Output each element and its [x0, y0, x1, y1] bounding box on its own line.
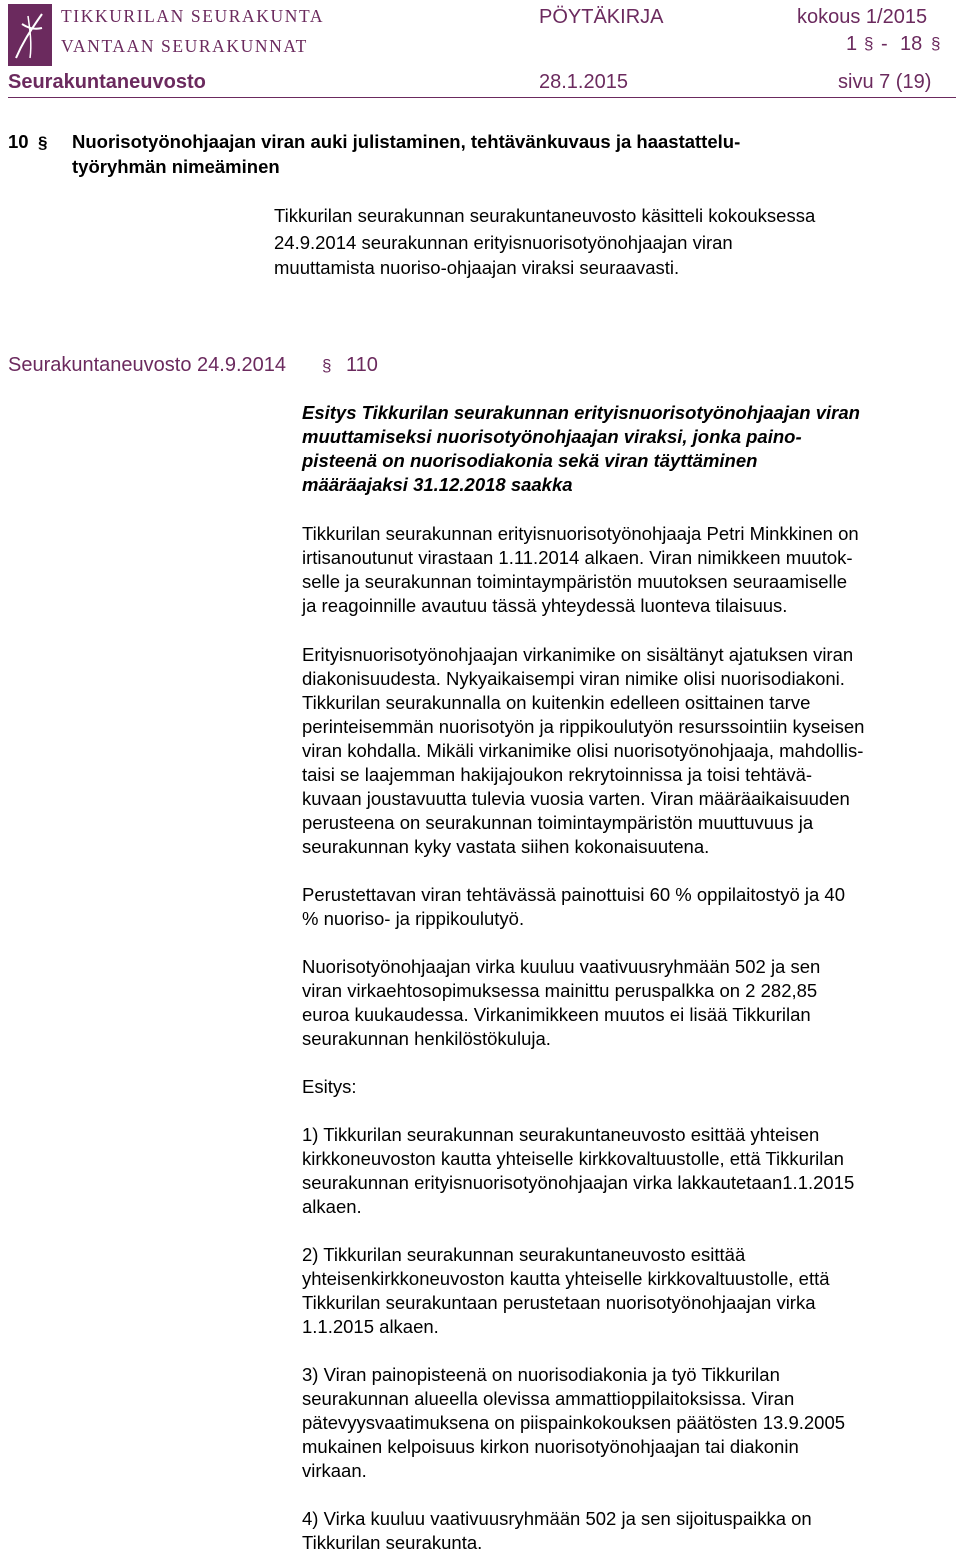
paragraph-line: Nuorisotyönohjaajan virka kuuluu vaativuusryhmään 502 ja sen	[302, 956, 821, 977]
body-name: Seurakuntaneuvosto	[8, 71, 206, 93]
section-range-end: 18	[900, 33, 923, 55]
section-title-line1: Nuorisotyönohjaajan viran auki julistaminen, tehtävänkuvaus ja haastattelu-	[72, 131, 741, 152]
paragraph-line: taisi se laajemman hakijajoukon rekrytoinnissa ja toisi tehtävä-	[302, 764, 813, 785]
paragraph-line: virkaan.	[302, 1460, 367, 1481]
section-title-line2: työryhmän nimeäminen	[72, 156, 280, 177]
paragraph-line: diakonisuudesta. Nykyaikaisempi viran nimike olisi nuorisodiakoni.	[302, 668, 845, 689]
paragraph-line: yhteisenkirkkoneuvoston kautta yhteiselle kirkkovaltuustolle, että	[302, 1268, 830, 1289]
org-name-line1: TIKKURILAN SEURAKUNTA	[61, 6, 325, 26]
intro-line: 24.9.2014 seurakunnan erityisnuorisotyönohjaajan viran	[274, 232, 733, 253]
section-sign-icon: §	[864, 34, 874, 53]
section-number: 10	[8, 131, 29, 152]
proposal-title-line: pisteenä on nuorisodiakonia sekä viran täyttäminen	[302, 450, 758, 471]
paragraph-line: viran kohdalla. Mikäli virkanimike olisi nuorisotyönohjaaja, mahdollis-	[302, 740, 864, 761]
org-name-line2: VANTAAN SEURAKUNNAT	[61, 36, 308, 56]
paragraph-line: 3) Viran painopisteenä on nuorisodiakonia ja työ Tikkurilan	[302, 1364, 780, 1385]
paragraph-line: seurakunnan alueella olevissa ammattioppilaitoksissa. Viran	[302, 1388, 795, 1409]
proposal-title-line: Esitys Tikkurilan seurakunnan erityisnuorisotyönohjaajan viran	[302, 402, 860, 423]
paragraph-line: mukainen kelpoisuus kirkon nuorisotyönohjaajan tai diakonin	[302, 1436, 799, 1457]
paragraph-line: perusteena on seurakunnan toimintaympäristön muuttuvuus ja	[302, 812, 814, 833]
intro-line: muuttamista nuoriso-ohjaajan viraksi seuraavasti.	[274, 257, 680, 278]
paragraph-line: 4) Virka kuuluu vaativuusryhmään 502 ja sen sijoituspaikka on	[302, 1508, 812, 1529]
paragraph-line: ja reagoinnille avautuu tässä yhteydessä luonteva tilaisuus.	[302, 595, 788, 616]
reference-text: Seurakuntaneuvosto 24.9.2014	[8, 354, 286, 376]
section-sign-icon: §	[322, 356, 332, 375]
paragraph-line: pätevyysvaatimuksena on piispainkokouksen päätösten 13.9.2005	[302, 1412, 846, 1433]
paragraph-line: kuvaan joustavuutta tulevia vuosia varten. Viran määräaikaisuuden	[302, 788, 850, 809]
paragraph-line: 2) Tikkurilan seurakunnan seurakuntaneuvosto esittää	[302, 1244, 746, 1265]
paragraph-line: perinteisemmän nuorisotyön ja rippikoulutyön resurssointiin kyseisen	[302, 716, 865, 737]
paragraph-line: Tikkurilan seurakuntaan perustetaan nuorisotyönohjaajan virka	[302, 1292, 816, 1313]
paragraph-line: seurakunnan henkilöstökuluja.	[302, 1028, 551, 1049]
intro-line: Tikkurilan seurakunnan seurakuntaneuvosto käsitteli kokouksessa	[274, 205, 816, 226]
paragraph-line: seurakunnan kyky vastata siihen kokonaisuutena.	[302, 836, 710, 857]
proposal-title-line: määräajaksi 31.12.2018 saakka	[302, 474, 573, 495]
page-number: sivu 7 (19)	[838, 71, 932, 93]
reference-number: 110	[346, 354, 378, 376]
meeting-number: kokous 1/2015	[797, 6, 928, 28]
proposal-title-line: muuttamiseksi nuorisotyönohjaajan viraksi, jonka paino-	[302, 426, 802, 447]
paragraph-line: kirkkoneuvoston kautta yhteiselle kirkkovaltuustolle, että Tikkurilan	[302, 1148, 844, 1169]
doc-type: PÖYTÄKIRJA	[539, 6, 664, 28]
section-sign-icon: §	[38, 133, 48, 152]
paragraph-line: Tikkurilan seurakunnan erityisnuorisotyönohjaaja Petri Minkkinen on	[302, 523, 859, 544]
paragraph-line: Tikkurilan seurakunta.	[302, 1532, 483, 1553]
paragraph-line: selle ja seurakunnan toimintaympäristön muutoksen seuraamiselle	[302, 571, 848, 592]
cross-emblem-icon	[8, 4, 52, 66]
paragraph-line: Erityisnuorisotyönohjaajan virkanimike on sisältänyt ajatuksen viran	[302, 644, 854, 665]
paragraph-line: euroa kuukaudessa. Virkanimikkeen muutos ei lisää Tikkurilan	[302, 1004, 811, 1025]
paragraph-line: Perustettavan viran tehtävässä painottuisi 60 % oppilaitostyö ja 40	[302, 884, 845, 905]
meeting-date: 28.1.2015	[539, 71, 628, 93]
paragraph-line: alkaen.	[302, 1196, 362, 1217]
paragraph-line: 1) Tikkurilan seurakunnan seurakuntaneuvosto esittää yhteisen	[302, 1124, 820, 1145]
paragraph-line: 1.1.2015 alkaen.	[302, 1316, 439, 1337]
proposal-label: Esitys:	[302, 1076, 357, 1097]
church-logo	[8, 4, 52, 66]
paragraph-line: seurakunnan erityisnuorisotyönohjaajan virka lakkautetaan1.1.2015	[302, 1172, 855, 1193]
paragraph-line: Tikkurilan seurakunnalla on kuitenkin edelleen osittainen tarve	[302, 692, 811, 713]
section-range-start: 1	[846, 33, 858, 55]
paragraph-line: % nuoriso- ja rippikoulutyö.	[302, 908, 525, 929]
header-divider	[8, 97, 956, 98]
section-sign-icon: §	[931, 34, 941, 53]
paragraph-line: viran virkaehtosopimuksessa mainittu peruspalkka on 2 282,85	[302, 980, 818, 1001]
section-range-separator: -	[881, 33, 888, 55]
paragraph-line: irtisanoutunut virastaan 1.11.2014 alkaen. Viran nimikkeen muutok-	[302, 547, 853, 568]
